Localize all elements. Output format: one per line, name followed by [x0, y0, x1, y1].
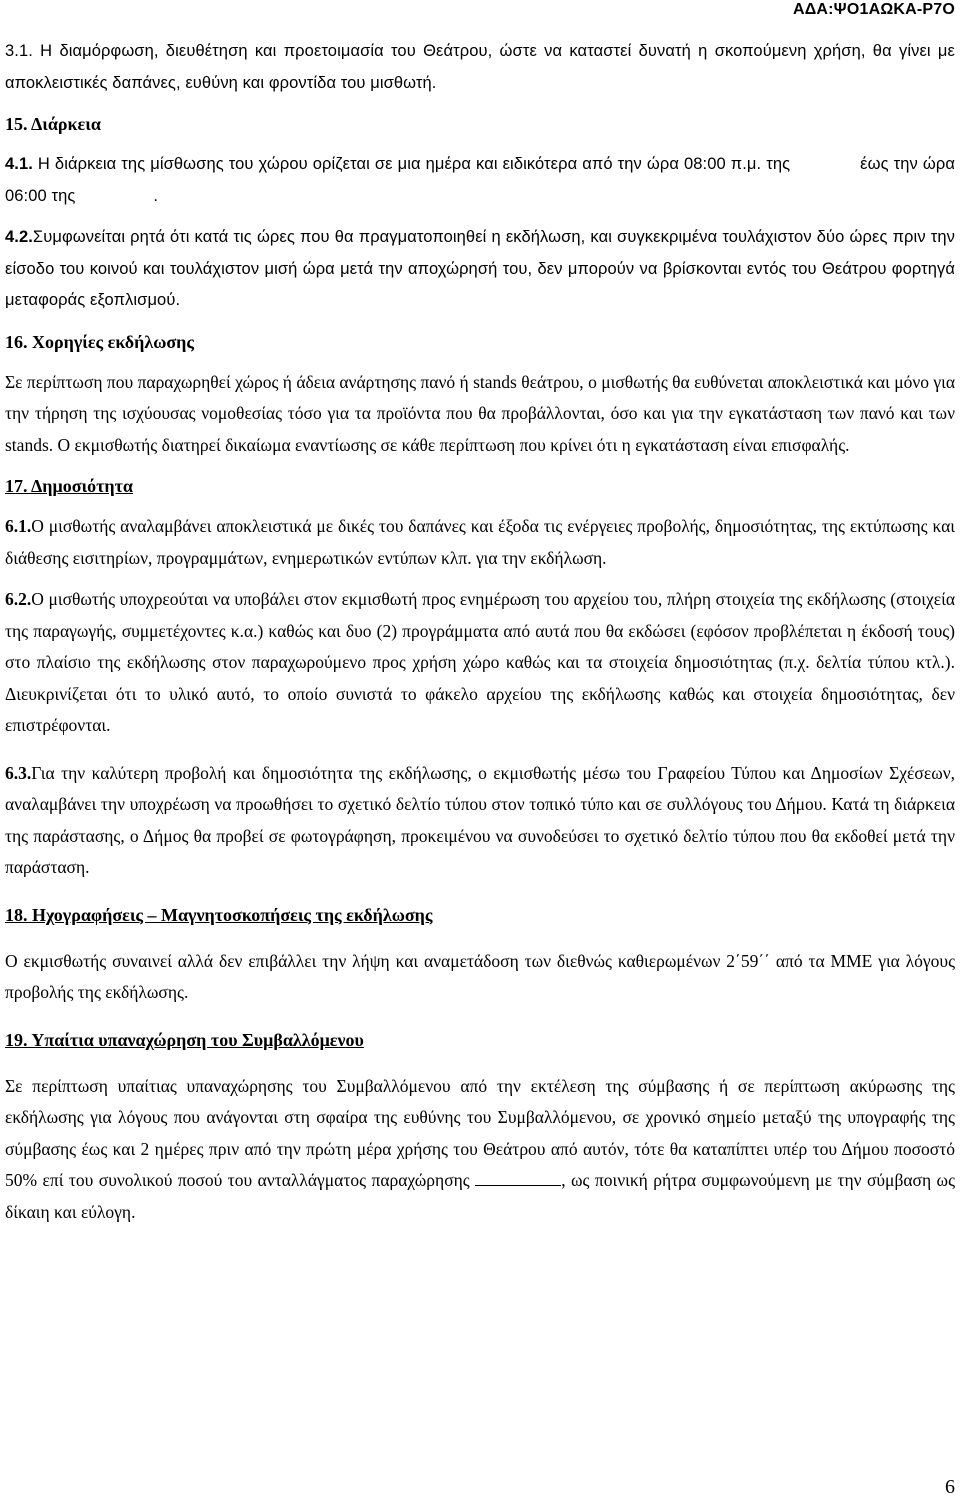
- clause-6-2: 6.2.Ο μισθωτής υποχρεούται να υποβάλει στον εκμισθωτή προς ενημέρωση του αρχείου του, πλήρη στοιχεία της εκδήλωσης (στοιχεία της παραγωγής, συμμετέχοντες κ.α.) καθώς και δυο (2) προγράμματα από αυτά που θα εκδώσει (εφόσον προβλέπεται η έκδοσή τους) στο πλαίσιο της εκδήλωσης στον παραχωρούμενο προς χρήση χώρο καθώς και τα στοιχεία δημοσιότητας (π.χ. δελτία τύπου κτλ.). Διευκρινίζεται ότι το υλικό αυτό, το οποίο συνιστά το φάκελο αρχείου της εκδήλωσης καθώς και στοιχεία δημοσιότητας, δεν επιστρέφονται.: [5, 589, 955, 735]
- section-19-title: 19. Υπαίτια υπαναχώρηση του Συμβαλλόμενου: [5, 1029, 364, 1050]
- section-19-text: Σε περίπτωση υπαίτιας υπαναχώρησης του Συμβαλλόμενου από την εκτέλεση της σύμβασης ή σε περίπτωση ακύρωσης της εκδήλωσης για λόγους που ανάγονται στη σφαίρα της ευθύνης του Συμβαλλόμενου, σε χρονικό σημείο μεταξύ της υπογραφής της σύμβασης έως και 2 ημέρες πριν από την πρώτη μέρα χρήσης του Θεάτρου από αυτόν, τότε θα καταπίπτει υπέρ του Δήμου ποσοστό 50% επί του συνολικού ποσού του ανταλλάγματος παραχώρησης , ως ποινική ρήτρα συμφωνούμενη με την σύμβαση ως δίκαιη και εύλογη.: [5, 1075, 956, 1222]
- clause-4-2-text: Συμφωνείται ρητά ότι κατά τις ώρες που θα πραγματοποιηθεί η εκδήλωση, και συγκεκριμένα τουλάχιστον δύο ώρες πριν την είσοδο του κοινού και τουλάχιστον μισή ώρα μετά την αποχώρησή του, δεν μπορούν να βρίσκονται εντός του Θεάτρου φορτηγά μεταφοράς εξοπλισμού.: [5, 228, 955, 309]
- section-16-text: Σε περίπτωση που παραχωρηθεί χώρος ή άδεια ανάρτησης πανό ή stands θεάτρου, ο μισθωτής θα ευθύνεται αποκλειστικά και μόνο για την τήρηση της ισχύουσας νομοθεσίας τόσο για τα προϊόντα που θα προβάλλονται, όσο και για την εγκατάσταση των πανό και των stands. Ο εκμισθωτής διατηρεί δικαίωμα εναντίωσης σε κάθε περίπτωση που κρίνει ότι η εγκατάσταση είναι επισφαλής.: [5, 371, 955, 455]
- clause-3-1: 3.1. Η διαμόρφωση, διευθέτηση και προετοιμασία του Θεάτρου, ώστε να καταστεί δυνατή η σκοπούμενη χρήση, θα γίνει με αποκλειστικές δαπάνες, ευθύνη και φροντίδα του μισθωτή.: [5, 42, 955, 92]
- section-16-title: 16. Χορηγίες εκδήλωσης: [5, 331, 194, 352]
- clause-4-1-end: .: [153, 186, 159, 205]
- clause-6-1: 6.1.Ο μισθωτής αναλαμβάνει αποκλειστικά με δικές του δαπάνες και έξοδα τις ενέργειες προβολής, δημοσιότητας, της εκτύπωσης και διάθεσης εισιτηρίων, προγραμμάτων, ενημερωτικών εντύπων κλπ. για την εκδήλωση.: [5, 516, 955, 568]
- clause-4-1-text-a: Η διάρκεια της μίσθωσης του χώρου ορίζεται σε μια ημέρα και ειδικότερα από την ώρα 08:00 π.μ. της: [37, 155, 791, 173]
- section-18-title: 18. Ηχογραφήσεις – Μαγνητοσκοπήσεις της εκδήλωσης: [5, 904, 433, 925]
- clause-4-2-number: 4.2.: [5, 228, 33, 246]
- clause-4-1-number: 4.1.: [5, 155, 33, 173]
- blank-field-line: [475, 1167, 561, 1186]
- page-number: 6: [945, 1476, 955, 1498]
- section-15-title: 15. Διάρκεια: [5, 114, 101, 134]
- clause-4-2: [5, 222, 955, 317]
- clause-4-1: [5, 149, 955, 212]
- clause-6-3: 6.3.Για την καλύτερη προβολή και δημοσιότητα της εκδήλωσης, ο εκμισθωτής μέσω του Γραφείου Τύπου και Δημοσίων Σχέσεων, αναλαμβάνει την υποχρέωση να προωθήσει το σχετικό δελτίο τύπου στον τοπικό τύπο και σε συλλόγους του Δήμου. Κατά τη διάρκεια της παράστασης, ο Δήμος θα προβεί σε φωτογράφηση, προκειμένου να συνοδεύσει το σχετικό δελτίο τύπου που θα εκδοθεί μετά την παράσταση.: [5, 762, 955, 877]
- document-id: ΑΔΑ:ΨΟ1ΑΩΚΑ-Ρ7Ο: [792, 1, 955, 18]
- section-17-title: 17. Δημοσιότητα: [5, 476, 133, 496]
- section-18-text: Ο εκμισθωτής συναινεί αλλά δεν επιβάλλει την λήψη και αναμετάδοση των διεθνώς καθιερωμένων 2΄59΄΄ από τα ΜΜΕ για λόγους προβολής της εκδήλωσης.: [5, 950, 955, 1002]
- clause-4-1-text-b: έως την ώρα 06:00 της: [5, 155, 955, 205]
